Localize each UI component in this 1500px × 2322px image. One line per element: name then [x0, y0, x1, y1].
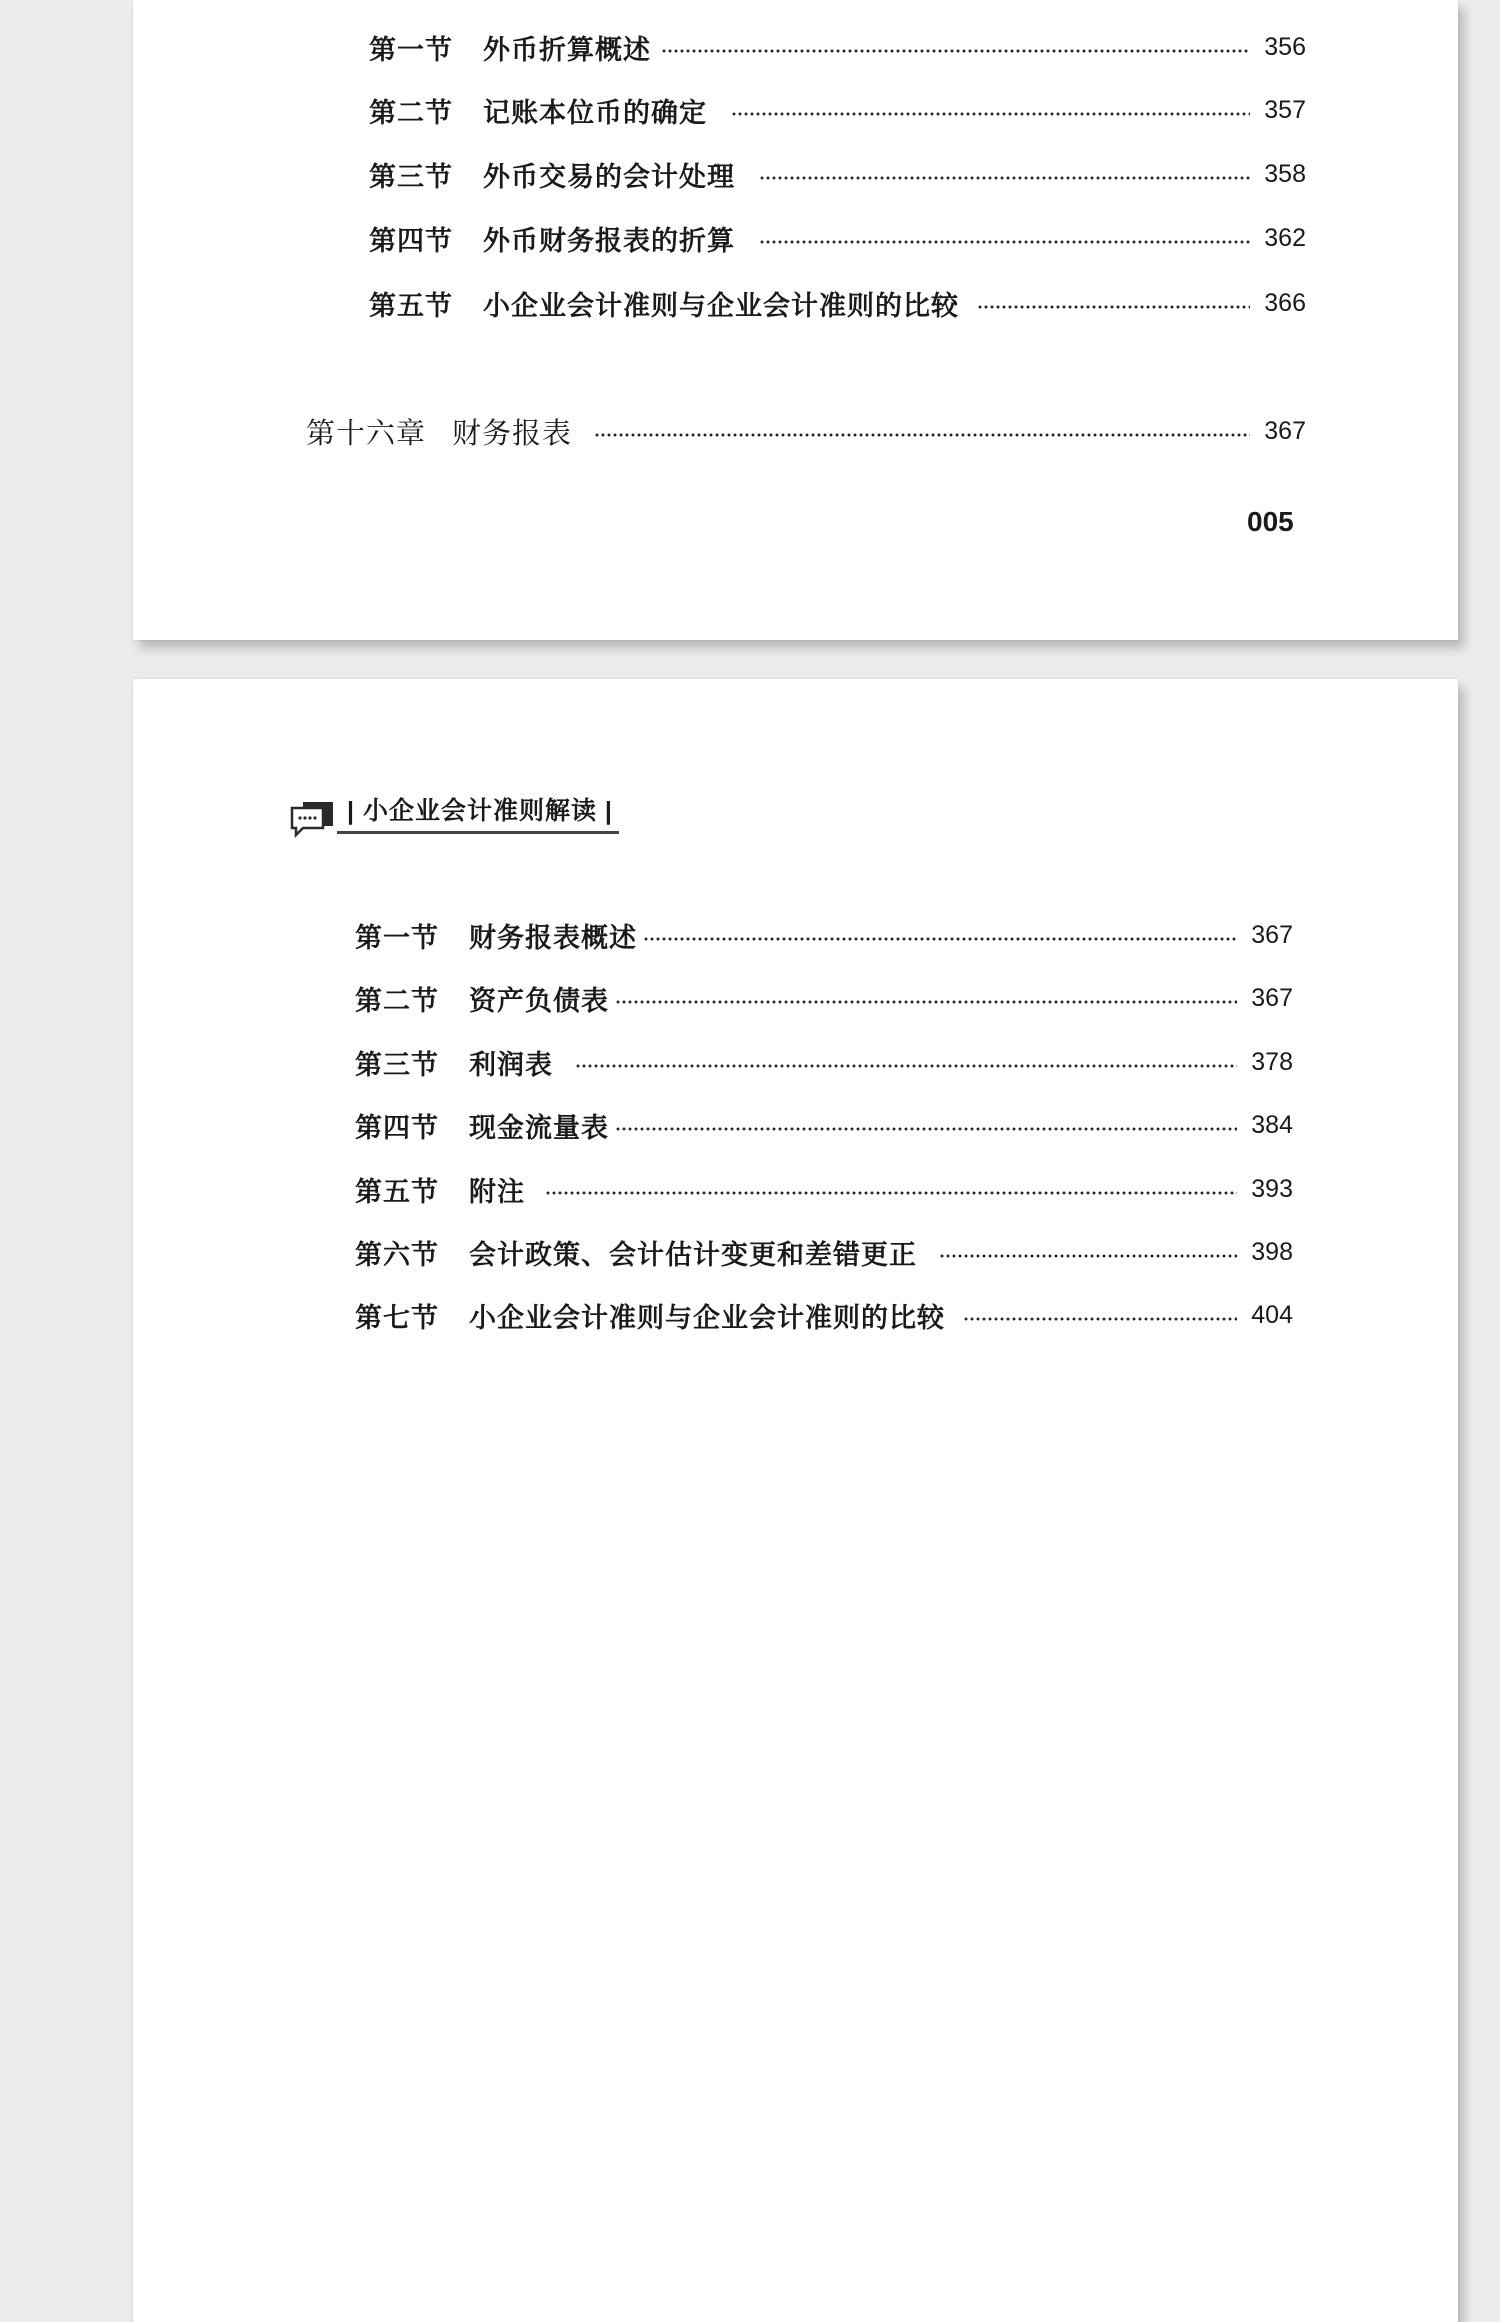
section-title: 现金流量表	[469, 1112, 609, 1144]
dot-leader	[643, 937, 1237, 941]
dot-leader	[615, 1127, 1237, 1131]
page-number: 366	[1264, 288, 1306, 317]
toc-entry[interactable]	[355, 1040, 1293, 1084]
page-number: 393	[1251, 1174, 1293, 1203]
section-number: 第三节	[355, 1049, 439, 1081]
toc-entry[interactable]	[355, 1230, 1293, 1274]
section-title: 小企业会计准则与企业会计准则的比较	[469, 1302, 945, 1334]
dot-leader	[661, 49, 1250, 53]
dot-leader	[594, 433, 1250, 437]
section-title: 资产负债表	[469, 985, 609, 1017]
page-005	[133, 0, 1458, 640]
page-number: 398	[1251, 1237, 1293, 1266]
dot-leader	[759, 176, 1250, 180]
running-header-title: | 小企业会计准则解读 |	[337, 791, 619, 834]
section-title: 记账本位币的确定	[483, 97, 707, 129]
section-number: 第四节	[355, 1112, 439, 1144]
page-number: 404	[1251, 1300, 1293, 1329]
page-number: 356	[1264, 32, 1306, 61]
dot-leader	[731, 112, 1250, 116]
page-number: 367	[1251, 983, 1293, 1012]
toc-entry[interactable]	[355, 1293, 1293, 1337]
toc-entry[interactable]	[369, 152, 1306, 196]
page-number: 362	[1264, 223, 1306, 252]
dot-leader	[963, 1317, 1237, 1321]
page-number: 357	[1264, 95, 1306, 124]
dot-leader	[615, 1000, 1237, 1004]
dot-leader	[939, 1254, 1237, 1258]
section-number: 第三节	[369, 161, 453, 193]
page-006	[133, 679, 1458, 2322]
running-header	[289, 791, 619, 834]
section-number: 第一节	[369, 34, 453, 66]
toc-entry[interactable]	[369, 281, 1306, 325]
dot-leader	[759, 240, 1250, 244]
section-number: 第七节	[355, 1302, 439, 1334]
section-number: 第二节	[355, 985, 439, 1017]
toc-entry[interactable]	[355, 1103, 1293, 1147]
chapter-label: 第十六章	[306, 417, 427, 450]
section-number: 第五节	[355, 1176, 439, 1208]
toc-entry[interactable]	[369, 88, 1306, 132]
section-title: 附注	[469, 1176, 525, 1208]
section-number: 第六节	[355, 1239, 439, 1271]
toc-entry[interactable]	[369, 25, 1306, 69]
toc-entry[interactable]	[355, 913, 1293, 957]
dot-leader	[545, 1191, 1237, 1195]
chapter-entry[interactable]	[306, 409, 1306, 453]
folio-page-number: 005	[1247, 506, 1294, 537]
page-number: 367	[1264, 416, 1306, 445]
section-title: 财务报表概述	[469, 922, 637, 954]
section-title: 小企业会计准则与企业会计准则的比较	[483, 290, 959, 322]
section-title: 外币折算概述	[483, 34, 651, 66]
page-number: 367	[1251, 920, 1293, 949]
section-number: 第二节	[369, 97, 453, 129]
section-number: 第五节	[369, 290, 453, 322]
section-title: 外币交易的会计处理	[483, 161, 735, 193]
section-number: 第一节	[355, 922, 439, 954]
dot-leader	[977, 305, 1250, 309]
page-number: 378	[1251, 1047, 1293, 1076]
dot-leader	[575, 1064, 1237, 1068]
page-number: 384	[1251, 1110, 1293, 1139]
chapter-title: 财务报表	[452, 417, 573, 450]
section-title: 会计政策、会计估计变更和差错更正	[469, 1239, 917, 1271]
toc-entry[interactable]	[355, 1167, 1293, 1211]
toc-entry[interactable]	[355, 976, 1293, 1020]
speech-bubble-icon	[289, 800, 337, 834]
section-title: 利润表	[469, 1049, 553, 1081]
section-number: 第四节	[369, 225, 453, 257]
page-number: 358	[1264, 159, 1306, 188]
toc-entry[interactable]	[369, 216, 1306, 260]
section-title: 外币财务报表的折算	[483, 225, 735, 257]
